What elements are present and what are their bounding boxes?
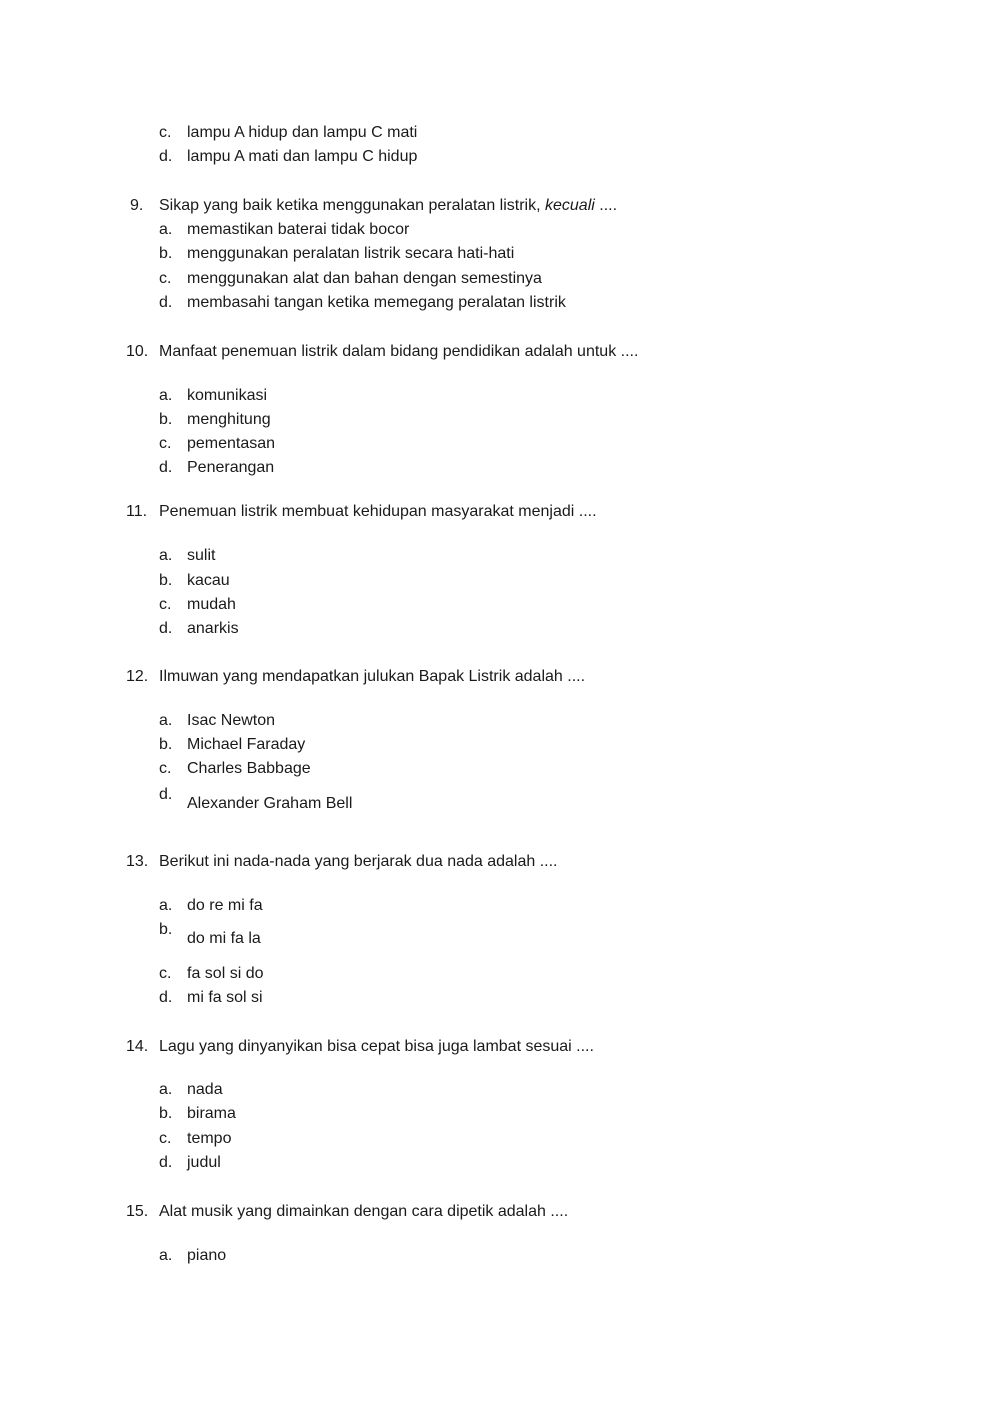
question-text: Penemuan listrik membuat kehidupan masyarakat menjadi .... [159, 503, 597, 520]
option-text: lampu A hidup dan lampu C mati [187, 124, 418, 141]
question-number: 15. [126, 1203, 149, 1220]
option-text: do re mi fa [187, 897, 263, 914]
option-text: birama [187, 1105, 236, 1122]
option-text: pementasan [187, 435, 276, 452]
option-text: membasahi tangan ketika memegang peralatan listrik [187, 294, 566, 311]
option-text: komunikasi [187, 387, 268, 404]
option-letter: d. [159, 459, 173, 476]
option-letter: c. [159, 760, 172, 777]
option-letter: d. [159, 1154, 173, 1171]
option-text: do mi fa la [187, 930, 261, 947]
option-text: kacau [187, 572, 230, 589]
option-text: Isac Newton [187, 712, 276, 729]
option-text: Michael Faraday [187, 736, 306, 753]
option-text: nada [187, 1081, 223, 1098]
question-number: 13. [126, 853, 149, 870]
option-letter: b. [159, 411, 173, 428]
question-text: Lagu yang dinyanyikan bisa cepat bisa juga lambat sesuai .... [159, 1038, 594, 1055]
option-letter: a. [159, 547, 173, 564]
option-letter: c. [159, 124, 172, 141]
option-letter: b. [159, 736, 173, 753]
question-text: Alat musik yang dimainkan dengan cara dipetik adalah .... [159, 1203, 569, 1220]
option-letter: d. [159, 989, 173, 1006]
option-text: Charles Babbage [187, 760, 311, 777]
option-text: mudah [187, 596, 236, 613]
option-text: Penerangan [187, 459, 275, 476]
question-number: 11. [126, 503, 148, 520]
option-letter: d. [159, 620, 173, 637]
option-letter: b. [159, 921, 173, 938]
option-letter: a. [159, 712, 173, 729]
option-letter: c. [159, 965, 172, 982]
question-number: 10. [126, 343, 149, 360]
question-text: Manfaat penemuan listrik dalam bidang pendidikan adalah untuk .... [159, 343, 639, 360]
option-letter: c. [159, 1130, 172, 1147]
option-letter: a. [159, 221, 173, 238]
option-text: Alexander Graham Bell [187, 795, 353, 812]
option-text: menggunakan peralatan listrik secara hati-hati [187, 245, 515, 262]
option-letter: a. [159, 387, 173, 404]
option-text: mi fa sol si [187, 989, 263, 1006]
option-text: memastikan baterai tidak bocor [187, 221, 410, 238]
option-text: menghitung [187, 411, 271, 428]
option-text: lampu A mati dan lampu C hidup [187, 148, 418, 165]
question-text: Ilmuwan yang mendapatkan julukan Bapak Listrik adalah .... [159, 668, 586, 685]
option-text: menggunakan alat dan bahan dengan semestinya [187, 270, 542, 287]
option-text: fa sol si do [187, 965, 264, 982]
option-letter: c. [159, 270, 172, 287]
question-emphasis: kecuali [545, 197, 595, 214]
option-letter: d. [159, 786, 173, 803]
question-text: Berikut ini nada-nada yang berjarak dua nada adalah .... [159, 853, 558, 870]
question-number: 12. [126, 668, 149, 685]
option-text: tempo [187, 1130, 232, 1147]
option-letter: a. [159, 1247, 173, 1264]
option-letter: c. [159, 596, 172, 613]
question-number: 9. [130, 197, 144, 214]
option-letter: b. [159, 572, 173, 589]
option-letter: b. [159, 1105, 173, 1122]
question-text: Sikap yang baik ketika menggunakan peralatan listrik, kecuali .... [159, 197, 618, 214]
option-text: sulit [187, 547, 216, 564]
option-letter: d. [159, 294, 173, 311]
option-text: anarkis [187, 620, 239, 637]
option-letter: b. [159, 245, 173, 262]
option-letter: a. [159, 1081, 173, 1098]
question-number: 14. [126, 1038, 149, 1055]
option-letter: c. [159, 435, 172, 452]
option-text: piano [187, 1247, 227, 1264]
option-letter: d. [159, 148, 173, 165]
option-text: judul [187, 1154, 221, 1171]
option-letter: a. [159, 897, 173, 914]
